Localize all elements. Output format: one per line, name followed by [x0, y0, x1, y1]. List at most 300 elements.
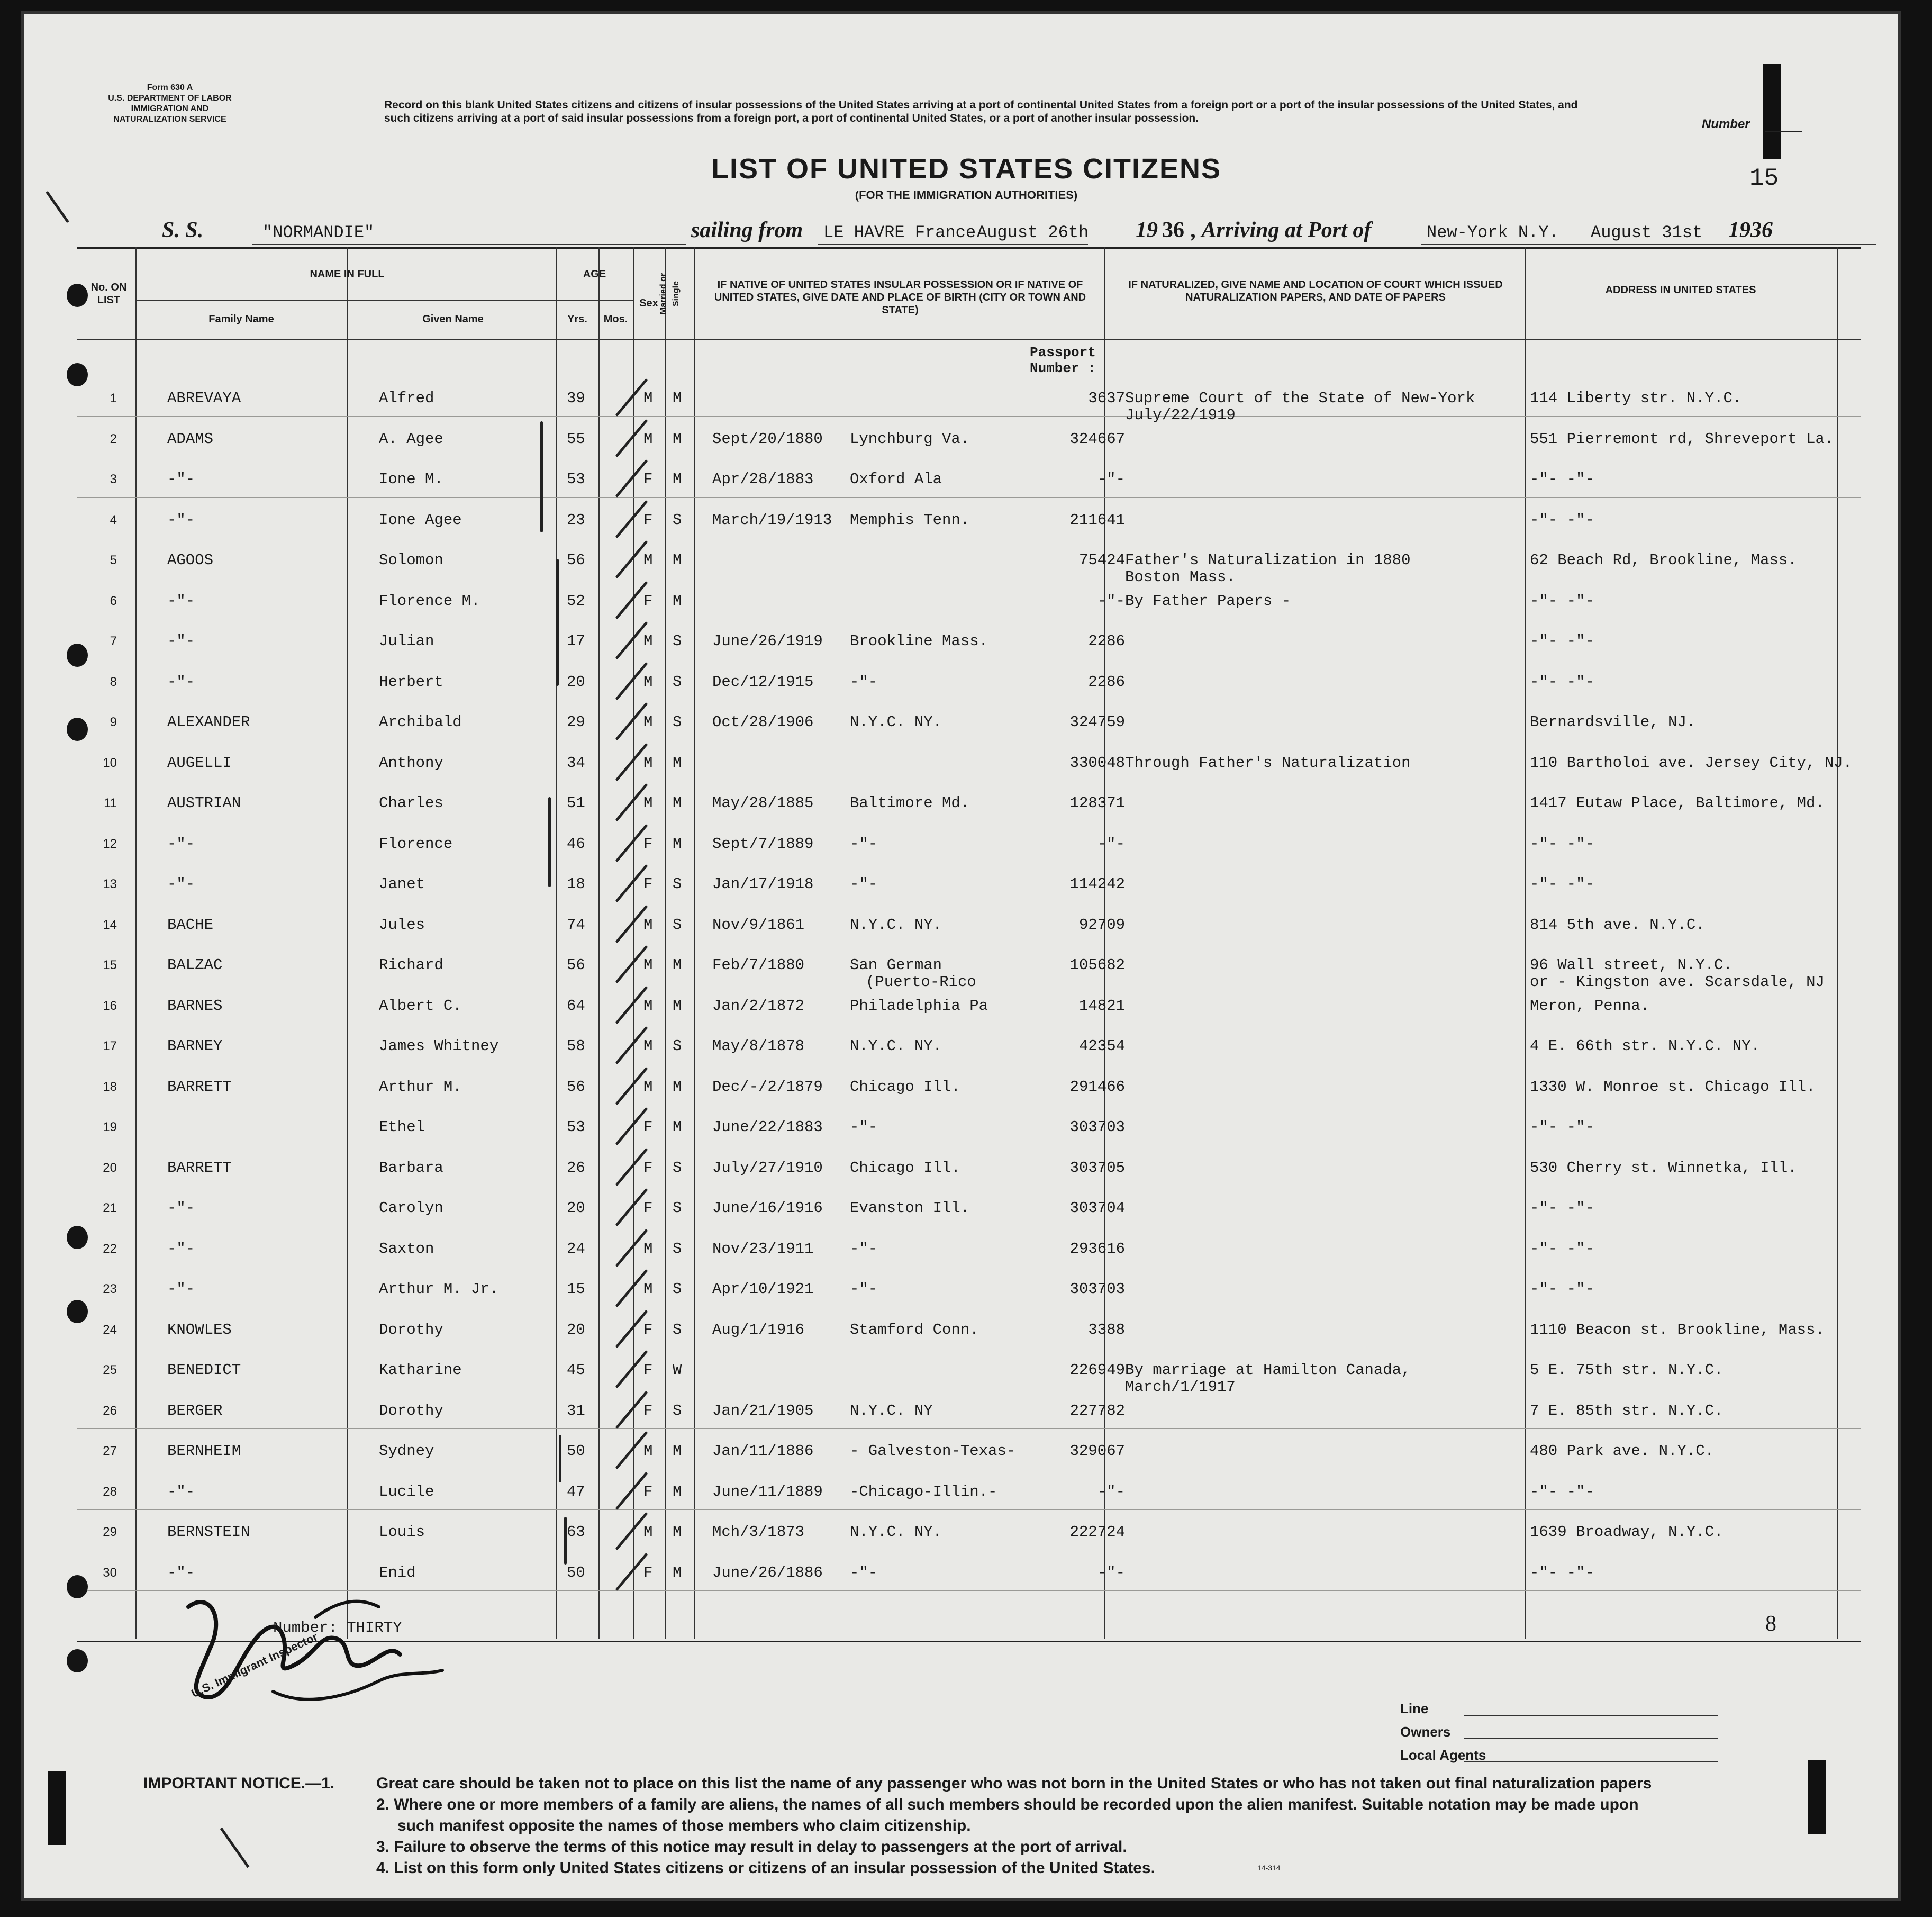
row-given: Jules	[379, 916, 425, 934]
row-birth-date: Sept/7/1889	[712, 835, 814, 853]
row-ms: M	[673, 1523, 682, 1541]
row-given: James Whitney	[379, 1037, 499, 1055]
form-identifier	[83, 83, 257, 125]
row-no: 2	[110, 431, 117, 446]
family-bracket	[559, 1435, 561, 1482]
row-birth-place: -"-	[850, 673, 878, 691]
row-passport: -"-	[1097, 1563, 1125, 1581]
header-no: No. ON LIST	[90, 282, 127, 306]
row-family: -"-	[167, 1563, 195, 1581]
row-age: 52	[567, 592, 585, 610]
row-birth-place2: (Puerto-Rico	[866, 973, 976, 991]
row-passport: 114242	[1069, 875, 1125, 893]
row-sex: M	[643, 1442, 653, 1460]
form-number: Form 630 A	[147, 83, 193, 92]
row-ms: M	[673, 430, 682, 448]
row-birth-date: Nov/9/1861	[712, 916, 805, 934]
row-family: ABREVAYA	[167, 390, 241, 407]
row-birth-date: May/8/1878	[712, 1037, 805, 1055]
row-birth-place: Chicago Ill.	[850, 1078, 960, 1096]
row-birth-date: June/11/1889	[712, 1482, 823, 1500]
corner-tab-top	[1763, 64, 1781, 159]
row-sex: M	[643, 794, 653, 812]
row-addr: -"- -"-	[1530, 1240, 1594, 1258]
row-addr: Bernardsville, NJ.	[1530, 713, 1696, 731]
service-line-2: NATURALIZATION SERVICE	[113, 115, 226, 124]
row-birth-place: N.Y.C. NY	[850, 1401, 933, 1419]
row-birth-date: Dec/-/2/1879	[712, 1078, 823, 1096]
row-birth-place: -"-	[850, 875, 878, 893]
row-passport: 303703	[1069, 1280, 1125, 1298]
row-birth-place: -"-	[850, 1563, 878, 1581]
row-birth-place: Oxford Ala	[850, 471, 942, 488]
row-age: 23	[567, 511, 585, 529]
row-age: 46	[567, 835, 585, 853]
row-no: 25	[103, 1363, 117, 1377]
row-birth-date: Sept/20/1880	[712, 430, 823, 448]
row-addr: -"- -"-	[1530, 875, 1594, 893]
row-nat: Father's Naturalization in 1880	[1125, 551, 1411, 569]
row-ms: M	[673, 592, 682, 610]
number-label: Number	[1702, 117, 1750, 131]
port-to-line	[1421, 244, 1876, 245]
row-family: AUSTRIAN	[167, 794, 241, 812]
row-no: 27	[103, 1444, 117, 1458]
row-passport: 128371	[1069, 794, 1125, 812]
row-ms: S	[673, 1401, 682, 1419]
ship-line	[162, 218, 1855, 249]
punch-hole	[67, 284, 88, 307]
row-passport: 2286	[1088, 673, 1125, 691]
row-given: Sydney	[379, 1442, 434, 1460]
row-birth-place: Baltimore Md.	[850, 794, 970, 812]
row-passport: 105682	[1069, 956, 1125, 974]
header-sex: Sex	[639, 297, 658, 309]
header-bottom-line	[77, 339, 1861, 340]
row-given: Albert C.	[379, 997, 462, 1015]
row-birth-date: Jan/17/1918	[712, 875, 814, 893]
header-given-name: Given Name	[422, 313, 484, 325]
row-addr: 1330 W. Monroe st. Chicago Ill.	[1530, 1078, 1816, 1096]
row-given: Dorothy	[379, 1401, 443, 1419]
department: U.S. DEPARTMENT OF LABOR	[108, 94, 232, 103]
row-nat: By marriage at Hamilton Canada,	[1125, 1361, 1411, 1379]
row-family: BACHE	[167, 916, 214, 934]
row-sex: M	[643, 430, 653, 448]
row-no: 19	[103, 1120, 117, 1134]
row-sex: M	[643, 1523, 653, 1541]
row-age: 55	[567, 430, 585, 448]
row-sex: F	[643, 1118, 653, 1136]
row-family: -"-	[167, 835, 195, 853]
row-birth-place: -Chicago-Illin.-	[850, 1482, 997, 1500]
family-bracket	[548, 797, 551, 887]
row-given: Anthony	[379, 754, 443, 772]
row-passport: 14821	[1078, 997, 1125, 1015]
row-passport: -"-	[1097, 471, 1125, 488]
row-sex: F	[643, 1401, 653, 1419]
row-addr: 110 Bartholoi ave. Jersey City, NJ.	[1530, 754, 1853, 772]
right-number: 8	[1765, 1612, 1776, 1636]
ship-prefix: S. S.	[162, 218, 204, 242]
row-age: 17	[567, 632, 585, 650]
row-birth-date: June/22/1883	[712, 1118, 823, 1136]
row-sex: M	[643, 673, 653, 691]
row-no: 30	[103, 1565, 117, 1580]
row-no: 8	[110, 674, 117, 689]
row-age: 29	[567, 713, 585, 731]
row-passport: 291466	[1069, 1078, 1125, 1096]
row-given: Ione M.	[379, 471, 443, 488]
row-addr: 1417 Eutaw Place, Baltimore, Md.	[1530, 794, 1825, 812]
instructions-text: Record on this blank United States citizens and citizens of insular possessions of the United States arriving at a port of continental United States from a foreign port or a port of the insular possessions of the United States, and such citizens arriving at a port of said insular possessions from a foreign port, a port of continental United States, or a port of another insular possession.	[384, 99, 1578, 124]
row-age: 24	[567, 1240, 585, 1258]
row-given: Florence	[379, 835, 453, 853]
row-sex: F	[643, 1199, 653, 1217]
inspector-stamp: U.S. Immigrant Inspector	[189, 1630, 320, 1701]
row-birth-date: Apr/28/1883	[712, 471, 814, 488]
row-family: -"-	[167, 511, 195, 529]
row-ms: M	[673, 390, 682, 407]
agents-block	[1400, 1697, 1718, 1767]
row-age: 34	[567, 754, 585, 772]
row-birth-place: -"-	[850, 835, 878, 853]
row-given: Ethel	[379, 1118, 425, 1136]
row-age: 26	[567, 1159, 585, 1177]
number-line	[1765, 131, 1802, 132]
row-no: 17	[103, 1039, 117, 1053]
row-sex: F	[643, 1159, 653, 1177]
row-passport: 2286	[1088, 632, 1125, 650]
row-rule	[77, 497, 1861, 498]
row-given: Richard	[379, 956, 443, 974]
row-family: BARRETT	[167, 1078, 232, 1096]
row-sex: M	[643, 916, 653, 934]
printer-code: 14-314	[1257, 1864, 1281, 1872]
header-native-birth: IF NATIVE OF UNITED STATES INSULAR POSSESSION OR IF NATIVE OF UNITED STATES, GIVE DATE AND PLACE OF BIRTH (CITY OR TOWN AND STATE)	[714, 279, 1086, 316]
row-family: ADAMS	[167, 430, 214, 448]
row-addr: -"- -"-	[1530, 471, 1594, 488]
row-given: Solomon	[379, 551, 443, 569]
row-sex: F	[643, 592, 653, 610]
punch-hole	[67, 1300, 88, 1323]
row-no: 6	[110, 593, 117, 608]
row-family: -"-	[167, 875, 195, 893]
notice-item-2: 2. Where one or more members of a family are aliens, the names of all such members should be recorded upon the alien manifest. Suitable notation may be made upon	[376, 1796, 1639, 1813]
row-no: 22	[103, 1241, 117, 1256]
row-birth-date: Oct/28/1906	[712, 713, 814, 731]
row-ms: S	[673, 1159, 682, 1177]
row-birth-place: -"-	[850, 1118, 878, 1136]
row-ms: S	[673, 673, 682, 691]
row-passport: 303704	[1069, 1199, 1125, 1217]
row-no: 14	[103, 917, 117, 932]
row-passport: 3388	[1088, 1321, 1125, 1339]
row-ms: S	[673, 916, 682, 934]
row-ms: M	[673, 1442, 682, 1460]
row-rule	[77, 1428, 1861, 1429]
punch-hole	[67, 1575, 88, 1598]
row-no: 29	[103, 1525, 117, 1539]
row-ms: M	[673, 1118, 682, 1136]
margin-mark	[46, 191, 69, 223]
row-ms: M	[673, 1482, 682, 1500]
row-addr: -"- -"-	[1530, 632, 1594, 650]
row-nat2: Boston Mass.	[1125, 568, 1236, 586]
row-passport: 226949	[1069, 1361, 1125, 1379]
row-age: 53	[567, 1118, 585, 1136]
row-birth-place: N.Y.C. NY.	[850, 713, 942, 731]
row-rule	[77, 416, 1861, 417]
row-ms: M	[673, 1563, 682, 1581]
row-family: BARNEY	[167, 1037, 223, 1055]
row-no: 24	[103, 1322, 117, 1337]
row-birth-place: Stamford Conn.	[850, 1321, 979, 1339]
row-given: Dorothy	[379, 1321, 443, 1339]
page-number: 15	[1749, 165, 1779, 192]
row-sex: F	[643, 1361, 653, 1379]
row-given: Katharine	[379, 1361, 462, 1379]
row-addr: Meron, Penna.	[1530, 997, 1650, 1015]
row-birth-place: N.Y.C. NY.	[850, 1037, 942, 1055]
row-sex: F	[643, 835, 653, 853]
row-birth-date: May/28/1885	[712, 794, 814, 812]
row-given: Florence M.	[379, 592, 480, 610]
row-age: 50	[567, 1442, 585, 1460]
row-passport: 303703	[1069, 1118, 1125, 1136]
row-no: 18	[103, 1079, 117, 1094]
row-given: Barbara	[379, 1159, 443, 1177]
punch-hole	[67, 1226, 88, 1249]
row-age: 63	[567, 1523, 585, 1541]
row-no: 28	[103, 1484, 117, 1499]
row-given: Enid	[379, 1563, 416, 1581]
header-family-name: Family Name	[208, 313, 274, 325]
row-passport: 329067	[1069, 1442, 1125, 1460]
row-no: 16	[103, 998, 117, 1013]
row-family: ALEXANDER	[167, 713, 250, 731]
row-birth-date: Jan/21/1905	[712, 1401, 814, 1419]
row-age: 53	[567, 471, 585, 488]
row-no: 13	[103, 877, 117, 891]
row-addr: -"- -"-	[1530, 1280, 1594, 1298]
row-birth-date: June/26/1919	[712, 632, 823, 650]
row-birth-place: N.Y.C. NY.	[850, 916, 942, 934]
row-age: 39	[567, 390, 585, 407]
row-no: 10	[103, 755, 117, 770]
row-birth-date: March/19/1913	[712, 511, 832, 529]
arrive-year: 1936	[1728, 218, 1773, 242]
header-age: AGE	[583, 268, 606, 280]
row-birth-date: Apr/10/1921	[712, 1280, 814, 1298]
port-from: LE HAVRE France	[823, 223, 976, 242]
row-sex: F	[643, 511, 653, 529]
row-sex: M	[643, 632, 653, 650]
row-passport: 293616	[1069, 1240, 1125, 1258]
corner-tab-bottom-left	[48, 1771, 66, 1845]
row-no: 26	[103, 1403, 117, 1418]
row-addr: 814 5th ave. N.Y.C.	[1530, 916, 1705, 934]
local-agents-label: Local Agents	[1400, 1743, 1718, 1767]
row-addr: 551 Pierremont rd, Shreveport La.	[1530, 430, 1834, 448]
row-family: -"-	[167, 632, 195, 650]
header-mos: Mos.	[603, 313, 628, 325]
row-passport: 75424	[1078, 551, 1125, 569]
row-given: Charles	[379, 794, 443, 812]
row-ms: M	[673, 956, 682, 974]
row-family: BERNSTEIN	[167, 1523, 250, 1541]
row-ms: S	[673, 1321, 682, 1339]
row-family: BENEDICT	[167, 1361, 241, 1379]
row-birth-place: N.Y.C. NY.	[850, 1523, 942, 1541]
row-sex: M	[643, 956, 653, 974]
row-addr: -"- -"-	[1530, 1118, 1594, 1136]
row-age: 50	[567, 1563, 585, 1581]
row-given: Lucile	[379, 1482, 434, 1500]
row-sex: M	[643, 1037, 653, 1055]
header-passport: Passport Number :	[1030, 345, 1096, 376]
row-passport: 3637	[1088, 390, 1125, 407]
row-birth-place: - Galveston-Texas-	[850, 1442, 1016, 1460]
row-ms: M	[673, 754, 682, 772]
row-addr: 114 Liberty str. N.Y.C.	[1530, 390, 1742, 407]
row-age: 20	[567, 1321, 585, 1339]
row-ms: M	[673, 551, 682, 569]
row-family: BARNES	[167, 997, 223, 1015]
row-no: 1	[110, 391, 117, 405]
header-subline	[556, 300, 633, 301]
row-sex: F	[643, 1563, 653, 1581]
row-sex: M	[643, 551, 653, 569]
port-to: New-York N.Y.	[1427, 223, 1559, 242]
header-name-in-full: NAME IN FULL	[310, 268, 385, 280]
row-family: BERNHEIM	[167, 1442, 241, 1460]
row-addr: 7 E. 85th str. N.Y.C.	[1530, 1401, 1724, 1419]
row-addr: -"- -"-	[1530, 1482, 1594, 1500]
punch-hole	[67, 644, 88, 667]
row-birth-place: Chicago Ill.	[850, 1159, 960, 1177]
row-given: Janet	[379, 875, 425, 893]
row-birth-date: Mch/3/1873	[712, 1523, 805, 1541]
port-from-line	[818, 244, 1088, 245]
page-subtitle: (FOR THE IMMIGRATION AUTHORITIES)	[855, 188, 1078, 202]
arrive-date: August 31st	[1591, 223, 1703, 242]
row-addr: 1639 Broadway, N.Y.C.	[1530, 1523, 1724, 1541]
row-age: 20	[567, 673, 585, 691]
year-suffix: 36	[1162, 218, 1184, 242]
notice-item-3: 3. Failure to observe the terms of this notice may result in delay to passengers at the port of arrival.	[376, 1838, 1127, 1856]
row-birth-date: Aug/1/1916	[712, 1321, 805, 1339]
row-age: 56	[567, 551, 585, 569]
punch-hole	[67, 1649, 88, 1672]
row-addr: 5 E. 75th str. N.Y.C.	[1530, 1361, 1724, 1379]
row-no: 9	[110, 715, 117, 729]
row-age: 58	[567, 1037, 585, 1055]
row-sex: M	[643, 1078, 653, 1096]
row-no: 20	[103, 1160, 117, 1175]
row-nat: By Father Papers -	[1125, 592, 1291, 610]
row-sex: F	[643, 471, 653, 488]
row-no: 5	[110, 553, 117, 567]
manifest-sheet	[21, 11, 1901, 1901]
family-bracket	[540, 421, 543, 532]
row-ms: S	[673, 875, 682, 893]
family-bracket	[556, 559, 559, 686]
row-addr: 480 Park ave. N.Y.C.	[1530, 1442, 1715, 1460]
row-ms: M	[673, 835, 682, 853]
row-nat: Through Father's Naturalization	[1125, 754, 1411, 772]
punch-hole	[67, 718, 88, 741]
row-family: BERGER	[167, 1401, 223, 1419]
header-naturalized: IF NATURALIZED, GIVE NAME AND LOCATION OF COURT WHICH ISSUED NATURALIZATION PAPERS, AND DATE OF PAPERS	[1128, 279, 1503, 303]
row-age: 45	[567, 1361, 585, 1379]
row-family: -"-	[167, 1199, 195, 1217]
row-passport: 227782	[1069, 1401, 1125, 1419]
row-ms: M	[673, 1078, 682, 1096]
row-sex: M	[643, 1280, 653, 1298]
row-no: 3	[110, 472, 117, 486]
notice-lead: IMPORTANT NOTICE.—1.	[143, 1775, 335, 1792]
row-ms: S	[673, 1037, 682, 1055]
family-bracket	[564, 1517, 567, 1565]
row-sex: F	[643, 1321, 653, 1339]
row-age: 47	[567, 1482, 585, 1500]
row-given: Ione Agee	[379, 511, 462, 529]
row-given: Arthur M.	[379, 1078, 462, 1096]
row-ms: S	[673, 1199, 682, 1217]
row-addr2: or - Kingston ave. Scarsdale, NJ	[1530, 973, 1825, 991]
page-title: LIST OF UNITED STATES CITIZENS	[711, 153, 1221, 185]
row-family: -"-	[167, 1482, 195, 1500]
row-rule	[77, 1509, 1861, 1510]
row-birth-place: Lynchburg Va.	[850, 430, 970, 448]
row-given: Alfred	[379, 390, 434, 407]
row-ms: M	[673, 794, 682, 812]
row-ms: W	[673, 1361, 682, 1379]
row-birth-place: Philadelphia Pa	[850, 997, 988, 1015]
row-given: Archibald	[379, 713, 462, 731]
row-birth-date: July/27/1910	[712, 1159, 823, 1177]
row-age: 51	[567, 794, 585, 812]
row-family: KNOWLES	[167, 1321, 232, 1339]
row-sex: F	[643, 1482, 653, 1500]
notice-item-2-cont: such manifest opposite the names of those members who claim citizenship.	[397, 1817, 971, 1834]
row-given: Louis	[379, 1523, 425, 1541]
row-family: -"-	[167, 592, 195, 610]
arriving-label: , Arriving at Port of	[1191, 218, 1372, 242]
row-passport: 324759	[1069, 713, 1125, 731]
row-addr: 1110 Beacon st. Brookline, Mass.	[1530, 1321, 1825, 1339]
row-given: Arthur M. Jr.	[379, 1280, 499, 1298]
service-line-1: IMMIGRATION AND	[131, 104, 209, 113]
row-addr: -"- -"-	[1530, 835, 1594, 853]
row-birth-date: June/26/1886	[712, 1563, 823, 1581]
row-nat: Supreme Court of the State of New-York	[1125, 390, 1475, 407]
row-passport: -"-	[1097, 835, 1125, 853]
row-addr: -"- -"-	[1530, 511, 1594, 529]
row-age: 56	[567, 1078, 585, 1096]
row-birth-date: June/16/1916	[712, 1199, 823, 1217]
row-given: Saxton	[379, 1240, 434, 1258]
row-ms: S	[673, 1240, 682, 1258]
corner-tab-bottom-right	[1808, 1760, 1826, 1834]
depart-date: August 26th	[977, 223, 1089, 242]
row-ms: S	[673, 632, 682, 650]
row-passport: 324667	[1069, 430, 1125, 448]
row-family: BALZAC	[167, 956, 223, 974]
row-addr: 4 E. 66th str. N.Y.C. NY.	[1530, 1037, 1761, 1055]
row-addr: 96 Wall street, N.Y.C.	[1530, 956, 1733, 974]
